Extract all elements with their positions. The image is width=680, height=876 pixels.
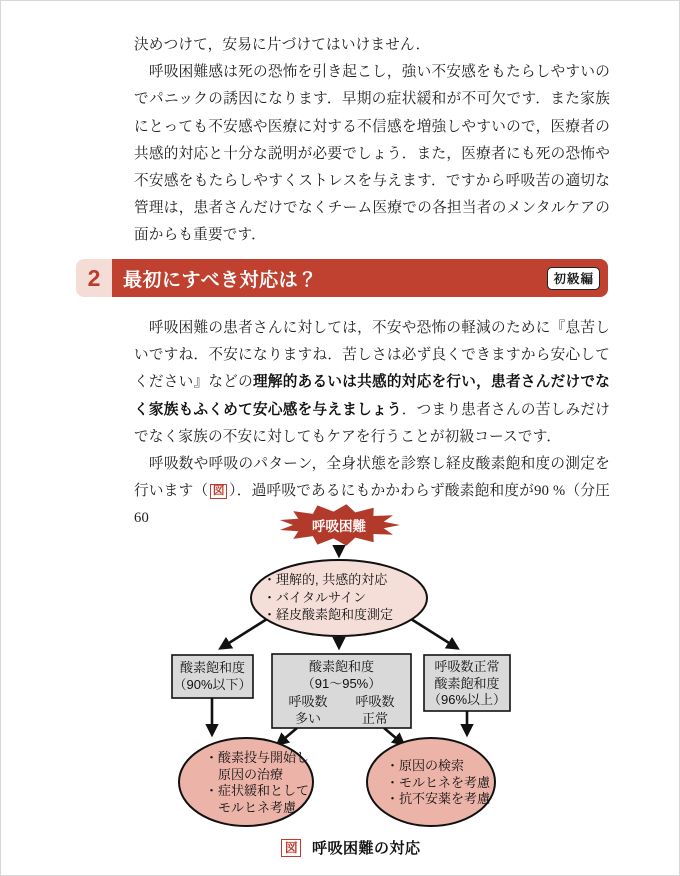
spo2-low-label — [172, 660, 253, 693]
outcome-item: 原因の治療 — [205, 766, 284, 782]
label-line: 酸素飽和度 — [179, 660, 245, 675]
figure-caption-label: 図 — [281, 839, 301, 857]
label-line: 多い — [294, 710, 321, 726]
section-title-bar — [112, 259, 608, 297]
section-header — [76, 259, 608, 297]
level-badge: 初級編 — [547, 267, 600, 290]
label-line: （96%以上） — [427, 692, 507, 707]
figure-caption — [121, 837, 581, 858]
text-run: ．つまり患者さんの苦しみだけでなく家族の不安に対してもケアを行うことが初級コースです． — [134, 401, 610, 445]
outcome-item: ・症状緩和として — [205, 783, 310, 798]
figure-caption-text: 呼吸困難の対応 — [312, 840, 421, 857]
label-line: 酸素飽和度 — [434, 675, 500, 691]
spo2-normal-label — [424, 659, 510, 709]
assessment-list — [263, 571, 433, 624]
text-run: ）．過呼吸であるにもかかわらず酸素飽和度が90 %（分圧60 — [134, 483, 610, 527]
text-run: 呼吸困難の患者さんに対しては，不安や恐怖の軽減のために『息苦しいですね．不安になりますね．苦しさは必ず良くできますから安心してください』などの — [134, 320, 610, 391]
intro-text-block — [134, 32, 610, 250]
outcome-right-list — [386, 758, 516, 808]
label-line: （91～95%） — [301, 675, 382, 691]
dyspnea-flowchart — [121, 501, 581, 866]
label-line: 正常 — [361, 710, 388, 726]
section-number: 2 — [76, 259, 112, 297]
paragraph-continuation: 決めつけて，安易に片づけてはいけません． — [134, 37, 431, 53]
outcome-item: ・モルヒネを考慮 — [386, 774, 491, 790]
outcome-item: ・抗不安薬を考慮 — [386, 791, 491, 806]
assessment-item: ・理解的, 共感的対応 — [263, 572, 388, 587]
label-line: 呼吸数正常 — [434, 659, 500, 674]
bold-emphasis-run: 理解的あるいは共感的対応を行い，患者さんだけでなく家族もふくめて安心感を与えましょう — [134, 374, 610, 418]
paragraph-panic-risk: 呼吸困難感は死の恐怖を引き起こし，強い不安感をもたらしやすいのでパニックの誘因になります．早期の症状緩和が不可欠です．また家族にとっても不安感や医療に対する不信感を増強しやすいので，医療者の共感的対応と十分な説明が必要でしょう．また，医療者にも死の恐怖や不安感をもたらしやすくストレスを与えます．ですから呼吸苦の適切な管理は，患者さんだけでなくチーム医療での各担当者のメンタルケアの面からも重要です． — [134, 64, 610, 244]
outcome-item: ・原因の検索 — [386, 758, 465, 773]
section-title: 最初にすべき対応は？ — [123, 269, 318, 291]
assessment-item: ・バイタルサイン — [263, 589, 367, 605]
figure-reference: 図 — [210, 484, 227, 499]
outcome-item: モルヒネ考慮 — [205, 799, 297, 815]
outcome-item: ・酸素投与開始し — [205, 750, 310, 765]
resp-rate-high-label — [273, 694, 343, 727]
outcome-left-list — [205, 750, 340, 816]
start-node-label: 呼吸困難 — [312, 519, 366, 534]
label-line: 呼吸数 — [288, 694, 328, 709]
label-line: 酸素飽和度 — [308, 659, 374, 674]
assessment-item: ・経皮酸素飽和度測定 — [263, 607, 394, 622]
text-run: 呼吸数や呼吸のパターン，全身状態を診察し経皮酸素飽和度の測定を行います（ — [134, 456, 610, 500]
spo2-mid-label — [272, 659, 411, 692]
resp-rate-normal-label — [340, 694, 410, 727]
label-line: （90%以下） — [173, 676, 252, 692]
paragraph-first-response — [134, 315, 610, 451]
label-line: 呼吸数 — [355, 694, 395, 709]
section-body-text-block — [134, 315, 610, 533]
